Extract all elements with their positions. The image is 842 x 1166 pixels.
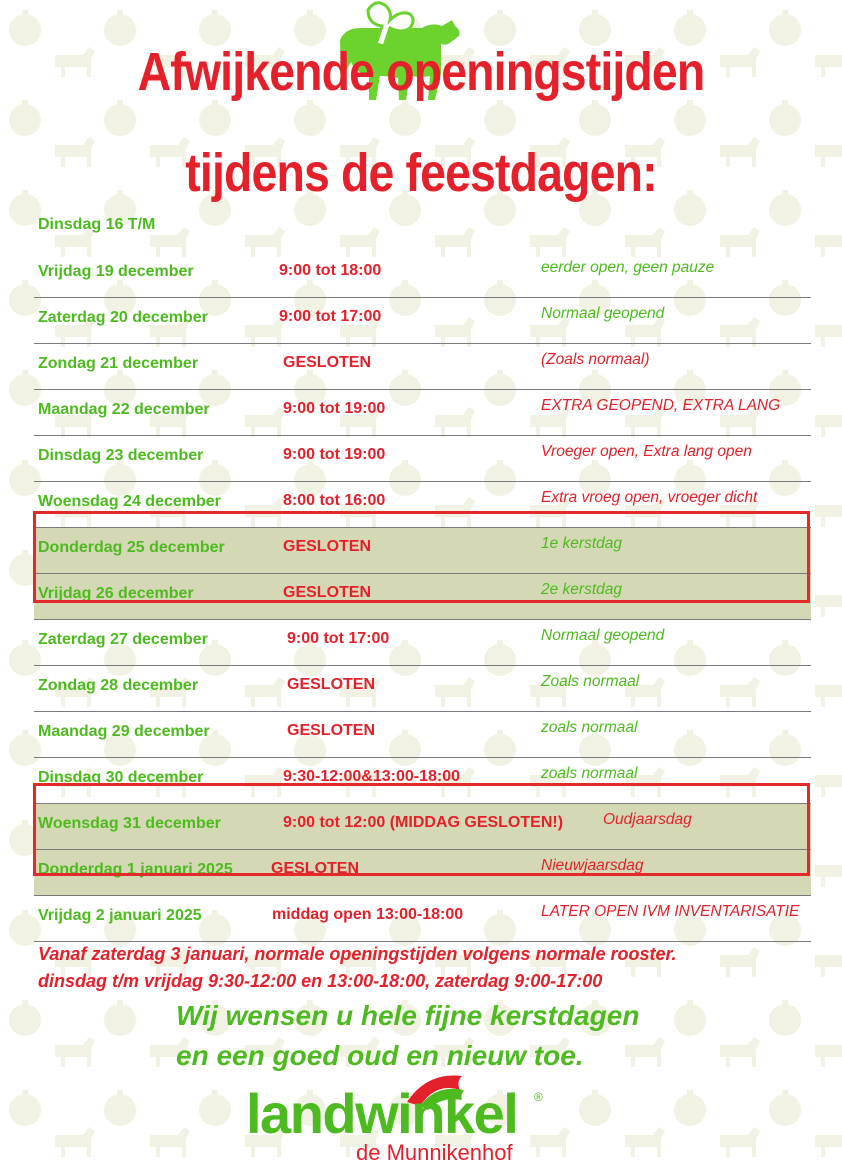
row-day: Maandag 22 december [38,401,210,418]
row-note: zoals normaal [541,765,638,782]
row-hours: GESLOTEN [283,584,372,601]
table-row [34,620,811,666]
wishes-line-1: Wij wensen u hele fijne kerstdagen [176,1000,640,1031]
table-row [34,482,811,528]
row-hours: GESLOTEN [283,538,372,555]
normal-hours-notice: Vanaf zaterdag 3 januari, normale openingstijden volgens normale rooster. [38,944,677,964]
row-note: eerder open, geen pauze [541,259,715,276]
row-note: 2e kerstdag [541,581,622,598]
row-note: Normaal geopend [541,627,665,644]
row-day: Dinsdag 30 december [38,769,204,786]
row-day: Zaterdag 27 december [38,631,208,648]
opening-hours-table [34,252,811,942]
row-note: (Zoals normaal) [541,351,650,368]
title-line-2: tijdens de feestdagen: [185,143,657,203]
row-hours: 9:00 tot 12:00 (MIDDAG GESLOTEN!) [283,814,564,831]
table-row [34,252,811,298]
table-row [34,758,811,804]
table-row [34,528,811,574]
row-day: Donderdag 1 januari 2025 [38,861,233,878]
row-note: Nieuwjaarsdag [541,857,644,874]
table-row [34,436,811,482]
table-row [34,298,811,344]
row-note: LATER OPEN IVM INVENTARISATIE [541,903,800,920]
row-day: Maandag 29 december [38,723,210,740]
table-row [34,804,811,850]
title-line-1: Afwijkende openingstijden [137,42,705,102]
table-row [34,850,811,896]
row-hours: GESLOTEN [271,860,360,877]
row-day: Vrijdag 19 december [38,263,194,280]
row-hours: 9:30-12:00&13:00-18:00 [283,768,460,785]
row-hours: middag open 13:00-18:00 [272,906,464,923]
table-row [34,666,811,712]
logo-wordmark: landwinkel [246,1082,518,1145]
row-hours: 9:00 tot 17:00 [287,630,390,647]
table-row [34,390,811,436]
row-note: EXTRA GEOPEND, EXTRA LANG [541,397,781,414]
row-note: Zoals normaal [541,673,640,690]
row-day: Donderdag 25 december [38,539,225,556]
row-note: Vroeger open, Extra lang open [541,443,752,460]
row-note: Normaal geopend [541,305,665,322]
row-hours: 8:00 tot 16:00 [283,492,386,509]
row-day: Woensdag 31 december [38,815,221,832]
row-day: Vrijdag 2 januari 2025 [38,907,202,924]
normal-hours-schedule: dinsdag t/m vrijdag 9:30-12:00 en 13:00-18:00, zaterdag 9:00-17:00 [38,971,603,991]
table-row [34,896,811,942]
row-hours: GESLOTEN [287,676,376,693]
row-day: Dinsdag 23 december [38,447,204,464]
table-row [34,344,811,390]
row-hours: 9:00 tot 19:00 [283,400,386,417]
table-row [34,712,811,758]
row-note: Extra vroeg open, vroeger dicht [541,489,758,506]
row-note: 1e kerstdag [541,535,622,552]
row-day: Zondag 21 december [38,355,199,372]
row-day: Woensdag 24 december [38,493,221,510]
wishes-line-2: en een goed oud en nieuw toe. [176,1040,584,1071]
row-note: zoals normaal [541,719,638,736]
logo-subtitle: de Munnikenhof [356,1140,513,1165]
registered-mark: ® [534,1090,543,1104]
table-row [34,574,811,620]
row-day: Zaterdag 20 december [38,309,208,326]
row-day: Zondag 28 december [38,677,199,694]
row-hours: 9:00 tot 18:00 [279,262,382,279]
row-hours: 9:00 tot 17:00 [279,308,382,325]
row-hours: GESLOTEN [287,722,376,739]
row-day: Vrijdag 26 december [38,585,194,602]
row-hours: 9:00 tot 19:00 [283,446,386,463]
landwinkel-logo [246,1072,556,1166]
row-hours: GESLOTEN [283,354,372,371]
intro-label: Dinsdag 16 T/M [38,216,156,233]
row-note: Oudjaarsdag [603,811,692,828]
